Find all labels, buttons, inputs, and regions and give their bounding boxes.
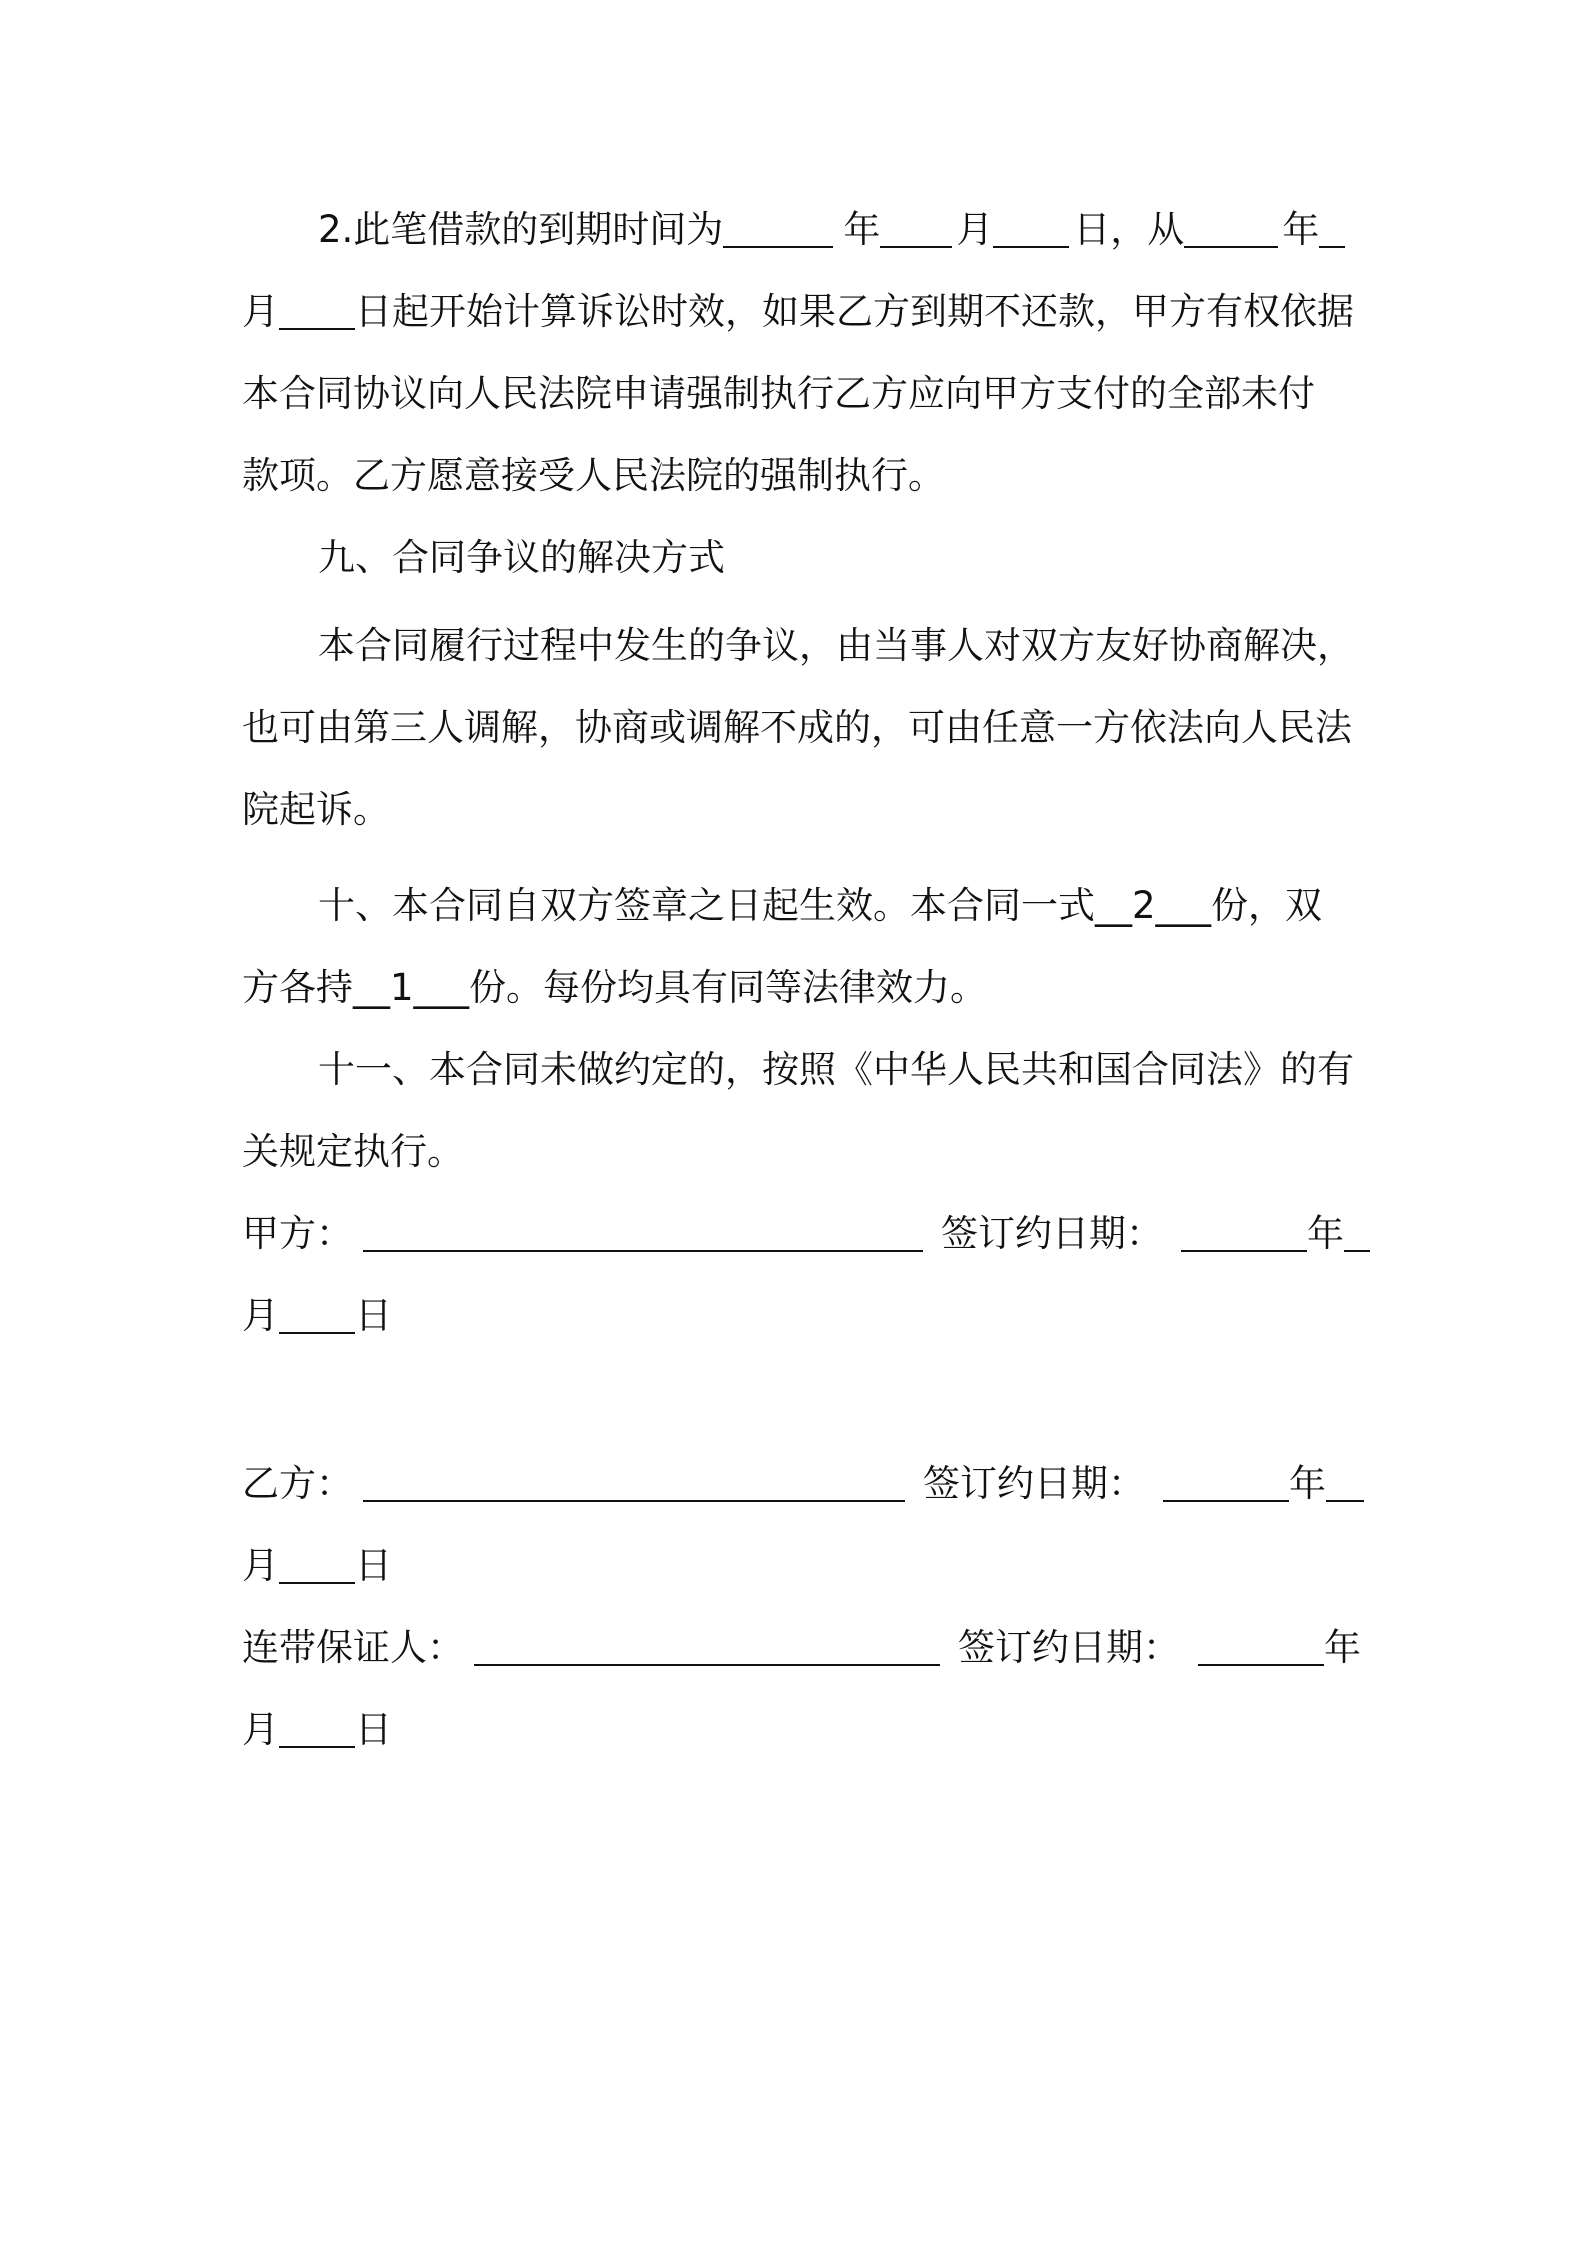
party-b-day-field[interactable] xyxy=(279,1538,355,1584)
guarantor-signature-field[interactable] xyxy=(474,1620,940,1666)
clause9-line2: 也可由第三人调解，协商或调解不成的，可由任意一方依法向人民法 xyxy=(242,706,1352,749)
blank-day-2[interactable] xyxy=(279,284,355,330)
clause8-item2-line2 xyxy=(242,284,1354,340)
guarantor-date-label: 签订约日期： xyxy=(958,1626,1180,1669)
clause11-line2: 关规定执行。 xyxy=(242,1130,464,1173)
guarantor-year-field[interactable] xyxy=(1198,1620,1324,1666)
party-b-year-field[interactable] xyxy=(1163,1456,1289,1502)
year-label: 年 xyxy=(843,208,881,251)
year-label: 年 xyxy=(1307,1212,1344,1255)
party-b-signature-line xyxy=(242,1456,1364,1512)
party-a-signature-line xyxy=(242,1206,1370,1262)
party-a-label: 甲方： xyxy=(242,1212,353,1255)
clause8-item2-line3: 本合同协议向人民法院申请强制执行乙方应向甲方支付的全部未付 xyxy=(242,372,1315,415)
blank-month[interactable] xyxy=(880,202,952,248)
day-label: 日 xyxy=(355,1544,392,1587)
clause9-heading: 九、合同争议的解决方式 xyxy=(318,536,725,579)
clause10-line2: 方各持__1___份。每份均具有同等法律效力。 xyxy=(242,966,988,1009)
month-label: 月 xyxy=(956,208,994,251)
year-label: 年 xyxy=(1324,1626,1361,1669)
party-a-year-field[interactable] xyxy=(1181,1206,1307,1252)
clause8-item2-line1 xyxy=(318,202,1345,258)
party-a-date-line2 xyxy=(242,1288,392,1344)
month-label: 月 xyxy=(242,1544,279,1587)
party-a-day-field[interactable] xyxy=(279,1288,355,1334)
party-a-month-field[interactable] xyxy=(1344,1206,1370,1252)
blank-year[interactable] xyxy=(723,202,833,248)
clause10-line1: 十、本合同自双方签章之日起生效。本合同一式__2___份，双 xyxy=(318,884,1323,927)
party-b-signature-field[interactable] xyxy=(363,1456,905,1502)
month-label: 月 xyxy=(242,1294,279,1337)
day-from-label: 日，从 xyxy=(1073,208,1185,251)
day-label: 日 xyxy=(355,1708,392,1751)
month-label-2: 月 xyxy=(242,290,279,333)
blank-year-2[interactable] xyxy=(1184,202,1278,248)
party-b-date-line2 xyxy=(242,1538,392,1594)
party-a-date-label: 签订约日期： xyxy=(941,1212,1163,1255)
text-segment: 日起开始计算诉讼时效，如果乙方到期不还款，甲方有权依据 xyxy=(355,290,1354,333)
day-label: 日 xyxy=(355,1294,392,1337)
party-b-date-label: 签订约日期： xyxy=(923,1462,1145,1505)
party-a-signature-field[interactable] xyxy=(363,1206,923,1252)
month-label: 月 xyxy=(242,1708,279,1751)
clause11-line1: 十一、本合同未做约定的，按照《中华人民共和国合同法》的有 xyxy=(318,1048,1354,1091)
guarantor-label: 连带保证人： xyxy=(242,1626,464,1669)
blank-day[interactable] xyxy=(993,202,1069,248)
guarantor-date-line2 xyxy=(242,1702,392,1758)
party-b-month-field[interactable] xyxy=(1326,1456,1364,1502)
clause9-line3: 院起诉。 xyxy=(242,788,390,831)
year-label-2: 年 xyxy=(1282,208,1320,251)
party-b-label: 乙方： xyxy=(242,1462,353,1505)
blank-month-2[interactable] xyxy=(1319,202,1345,248)
clause9-line1: 本合同履行过程中发生的争议，由当事人对双方友好协商解决， xyxy=(318,624,1354,667)
clause8-item2-line4: 款项。乙方愿意接受人民法院的强制执行。 xyxy=(242,454,945,497)
year-label: 年 xyxy=(1289,1462,1326,1505)
guarantor-day-field[interactable] xyxy=(279,1702,355,1748)
guarantor-signature-line xyxy=(242,1620,1361,1676)
text-segment: 2.此笔借款的到期时间为 xyxy=(318,208,724,251)
